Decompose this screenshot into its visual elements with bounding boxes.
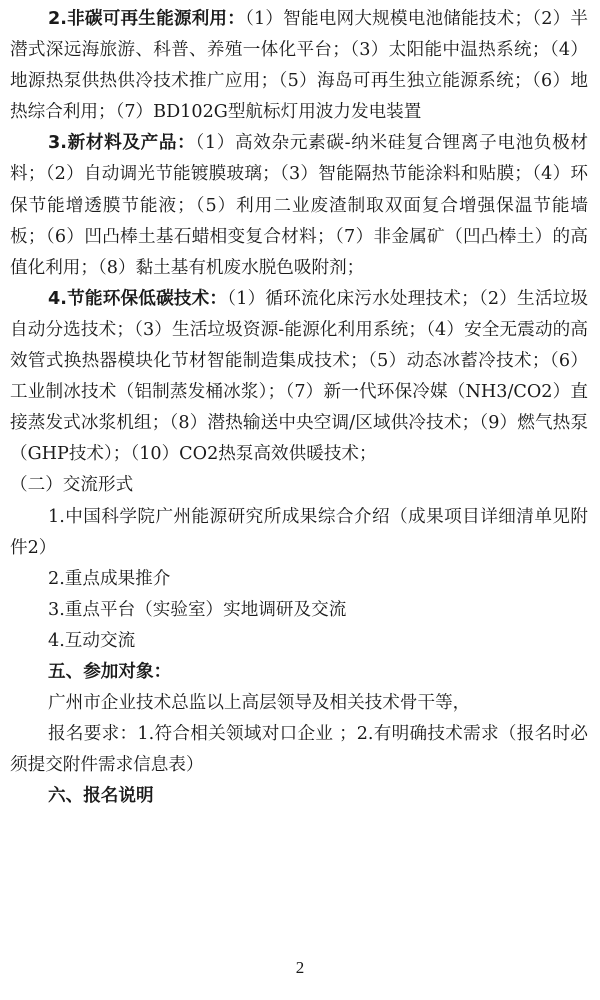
section-text-energy-saving: （1）循环流化床污水处理技术；（2）生活垃圾自动分选技术；（3）生活垃圾资源-能源化利用系统；（4）安全无震动的高效管式换热器模块化节材智能制造集成技术；（5）动态冰蓄冷技术；（6）工业制冰技术（铝制蒸发桶冰浆）；（7）新一代环保冷媒（NH3/CO2）直接蒸发式冰浆机组；（8）潜热输送中央空调/区域供冷技术；（9）燃气热泵（GHP技术）；（10）CO2热泵高效供暖技术；	[10, 288, 588, 465]
section-heading-new-materials: 3.新材料及产品：	[48, 133, 196, 154]
document-body	[10, 4, 588, 812]
section-text-renewable-energy: （1）智能电网大规模电池储能技术；（2）半潜式深远海旅游、科普、养殖一体化平台；（3）太阳能中温热系统；（4）地源热泵供热供冷技术推广应用；（5）海岛可再生独立能源系统；（6）地热综合利用；（7）BD102G型航标灯用波力发电装置	[10, 9, 588, 123]
section-heading-energy-saving: 4.节能环保低碳技术：	[48, 288, 228, 309]
participants-heading: 五、参加对象：	[48, 661, 172, 682]
section-new-materials	[10, 128, 588, 283]
section-energy-saving	[10, 284, 588, 471]
section-text-new-materials: （1）高效杂元素碳-纳米硅复合锂离子电池负极材料；（2）自动调光节能镀膜玻璃；（3）智能隔热节能涂料和贴膜；（4）环保节能增透膜节能液；（5）利用二业废渣制取双面复合增强保温节能墙板；（6）凹凸棒土基石蜡相变复合材料；（7）非金属矿（凹凸棒土）的高值化利用；（8）黏土基有机废水脱色吸附剂；	[10, 133, 588, 278]
exchange-item: 1.中国科学院广州能源研究所成果综合介绍（成果项目详细清单见附件2）	[10, 506, 588, 558]
page-number: 2	[295, 958, 305, 977]
section-renewable-energy	[10, 4, 588, 128]
registration-heading: 六、报名说明	[48, 786, 154, 807]
exchange-item: 2.重点成果推介	[48, 568, 171, 589]
participants-line: 广州市企业技术总监以上高层领导及相关技术骨干等，	[48, 693, 471, 714]
exchange-item: 4.互动交流	[48, 630, 136, 651]
section-heading-renewable-energy: 2.非碳可再生能源利用：	[48, 9, 246, 29]
exchange-format-heading: （二）交流形式	[10, 475, 134, 496]
exchange-item: 3.重点平台（实验室）实地调研及交流	[48, 599, 347, 620]
registration-requirements: 报名要求：1.符合相关领域对口企业 ；2.有明确技术需求（报名时必须提交附件需求信息表）	[10, 724, 588, 776]
